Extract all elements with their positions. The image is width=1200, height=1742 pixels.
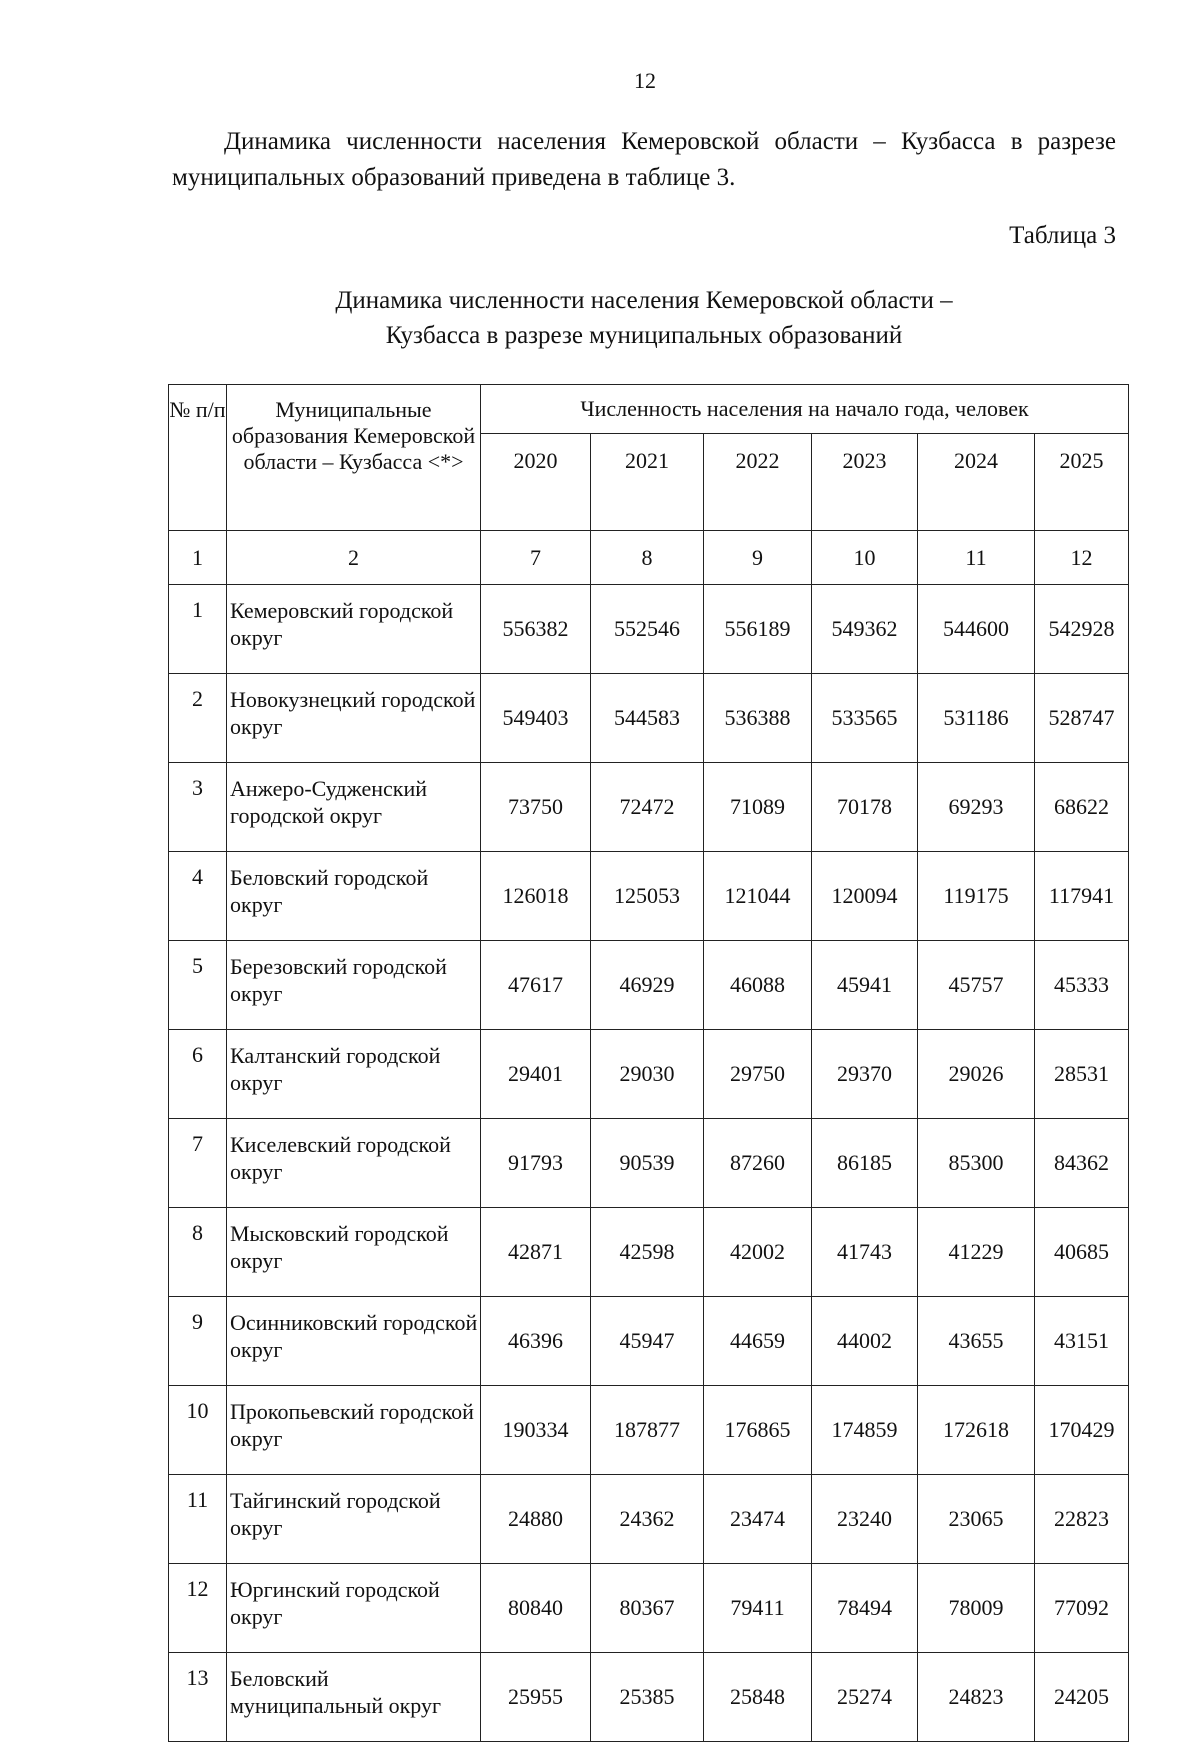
intro-paragraph: Динамика численности населения Кемеровской области – Кузбасса в разрезе муниципальных образований приведена в таблице 3.	[172, 128, 1116, 191]
population-value: 90539	[591, 1119, 704, 1208]
population-value: 552546	[591, 585, 704, 674]
population-value: 71089	[704, 763, 812, 852]
table-title-line-1: Динамика численности населения Кемеровской области –	[335, 287, 953, 314]
table-row	[169, 1030, 1129, 1119]
municipality-name: Калтанский городской округ	[227, 1030, 481, 1119]
population-value: 80367	[591, 1564, 704, 1653]
municipality-name: Кемеровский городской округ	[227, 585, 481, 674]
page-number: 12	[634, 68, 656, 93]
population-value: 77092	[1035, 1564, 1129, 1653]
header-year: 2020	[481, 434, 591, 531]
population-value: 126018	[481, 852, 591, 941]
municipality-name: Мысковский городской округ	[227, 1208, 481, 1297]
header-municipality: Муниципальные образования Кемеровской области – Кузбасса <*>	[227, 385, 481, 531]
population-value: 22823	[1035, 1475, 1129, 1564]
population-value: 174859	[812, 1386, 918, 1475]
population-value: 125053	[591, 852, 704, 941]
population-value: 79411	[704, 1564, 812, 1653]
population-value: 69293	[918, 763, 1035, 852]
population-value: 25955	[481, 1653, 591, 1742]
header-year: 2025	[1035, 434, 1129, 531]
population-value: 46088	[704, 941, 812, 1030]
population-value: 544600	[918, 585, 1035, 674]
row-number: 10	[169, 1386, 227, 1475]
municipality-name: Киселевский городской округ	[227, 1119, 481, 1208]
row-number: 2	[169, 674, 227, 763]
municipality-name: Юргинский городской округ	[227, 1564, 481, 1653]
row-number: 1	[169, 585, 227, 674]
table-row	[169, 585, 1129, 674]
population-value: 24823	[918, 1653, 1035, 1742]
header-year: 2022	[704, 434, 812, 531]
population-value: 170429	[1035, 1386, 1129, 1475]
population-value: 78009	[918, 1564, 1035, 1653]
municipality-name: Прокопьевский городской округ	[227, 1386, 481, 1475]
row-number: 5	[169, 941, 227, 1030]
population-value: 544583	[591, 674, 704, 763]
column-index: 10	[812, 531, 918, 585]
population-value: 42871	[481, 1208, 591, 1297]
population-value: 73750	[481, 763, 591, 852]
population-value: 556382	[481, 585, 591, 674]
header-year: 2024	[918, 434, 1035, 531]
row-number: 8	[169, 1208, 227, 1297]
population-value: 24205	[1035, 1653, 1129, 1742]
population-value: 70178	[812, 763, 918, 852]
table-row	[169, 1386, 1129, 1475]
municipality-name: Беловский городской округ	[227, 852, 481, 941]
population-value: 80840	[481, 1564, 591, 1653]
population-value: 172618	[918, 1386, 1035, 1475]
population-value: 45941	[812, 941, 918, 1030]
table-row	[169, 1297, 1129, 1386]
population-value: 176865	[704, 1386, 812, 1475]
population-value: 68622	[1035, 763, 1129, 852]
population-value: 45333	[1035, 941, 1129, 1030]
municipality-name: Осинниковский городской округ	[227, 1297, 481, 1386]
population-value: 29030	[591, 1030, 704, 1119]
header-population-group: Численность населения на начало года, человек	[481, 385, 1129, 434]
population-value: 187877	[591, 1386, 704, 1475]
population-value: 91793	[481, 1119, 591, 1208]
population-value: 23065	[918, 1475, 1035, 1564]
population-value: 120094	[812, 852, 918, 941]
municipality-name: Новокузнецкий городской округ	[227, 674, 481, 763]
column-index: 8	[591, 531, 704, 585]
municipality-name: Березовский городской округ	[227, 941, 481, 1030]
table-title	[172, 283, 1116, 353]
row-number: 4	[169, 852, 227, 941]
header-year: 2021	[591, 434, 704, 531]
table-row	[169, 1564, 1129, 1653]
population-value: 85300	[918, 1119, 1035, 1208]
row-number: 13	[169, 1653, 227, 1742]
population-value: 190334	[481, 1386, 591, 1475]
population-value: 84362	[1035, 1119, 1129, 1208]
population-value: 117941	[1035, 852, 1129, 941]
column-index: 12	[1035, 531, 1129, 585]
table-body	[169, 531, 1129, 1742]
table-title-line-2: Кузбасса в разрезе муниципальных образований	[385, 322, 903, 349]
header-number: № п/п	[169, 385, 227, 531]
population-value: 41229	[918, 1208, 1035, 1297]
column-index-row	[169, 531, 1129, 585]
row-number: 9	[169, 1297, 227, 1386]
population-value: 42598	[591, 1208, 704, 1297]
population-value: 44659	[704, 1297, 812, 1386]
column-index: 1	[169, 531, 227, 585]
population-value: 78494	[812, 1564, 918, 1653]
population-value: 536388	[704, 674, 812, 763]
population-value: 72472	[591, 763, 704, 852]
column-index: 11	[918, 531, 1035, 585]
population-value: 24880	[481, 1475, 591, 1564]
column-index: 2	[227, 531, 481, 585]
municipality-name: Анжеро-Судженский городской округ	[227, 763, 481, 852]
population-value: 23240	[812, 1475, 918, 1564]
population-value: 23474	[704, 1475, 812, 1564]
population-value: 25274	[812, 1653, 918, 1742]
table-header	[169, 385, 1129, 531]
population-value: 29750	[704, 1030, 812, 1119]
population-value: 119175	[918, 852, 1035, 941]
population-value: 29026	[918, 1030, 1035, 1119]
column-index: 9	[704, 531, 812, 585]
population-value: 549403	[481, 674, 591, 763]
population-value: 47617	[481, 941, 591, 1030]
population-value: 42002	[704, 1208, 812, 1297]
row-number: 12	[169, 1564, 227, 1653]
population-value: 24362	[591, 1475, 704, 1564]
population-value: 549362	[812, 585, 918, 674]
population-table	[168, 384, 1129, 1742]
population-value: 556189	[704, 585, 812, 674]
table-row	[169, 1653, 1129, 1742]
table-row	[169, 1119, 1129, 1208]
population-value: 46929	[591, 941, 704, 1030]
population-value: 29370	[812, 1030, 918, 1119]
population-value: 43151	[1035, 1297, 1129, 1386]
population-value: 44002	[812, 1297, 918, 1386]
header-year: 2023	[812, 434, 918, 531]
row-number: 6	[169, 1030, 227, 1119]
row-number: 7	[169, 1119, 227, 1208]
population-value: 87260	[704, 1119, 812, 1208]
population-value: 46396	[481, 1297, 591, 1386]
population-value: 528747	[1035, 674, 1129, 763]
population-value: 41743	[812, 1208, 918, 1297]
row-number: 11	[169, 1475, 227, 1564]
population-value: 121044	[704, 852, 812, 941]
population-value: 29401	[481, 1030, 591, 1119]
population-value: 40685	[1035, 1208, 1129, 1297]
population-value: 28531	[1035, 1030, 1129, 1119]
population-value: 45947	[591, 1297, 704, 1386]
column-index: 7	[481, 531, 591, 585]
table-label: Таблица 3	[1009, 222, 1116, 249]
population-value: 45757	[918, 941, 1035, 1030]
table-row	[169, 1475, 1129, 1564]
table-row	[169, 852, 1129, 941]
table-row	[169, 763, 1129, 852]
table-row	[169, 1208, 1129, 1297]
table-row	[169, 674, 1129, 763]
table-row	[169, 941, 1129, 1030]
population-value: 531186	[918, 674, 1035, 763]
population-value: 25385	[591, 1653, 704, 1742]
row-number: 3	[169, 763, 227, 852]
population-value: 43655	[918, 1297, 1035, 1386]
population-value: 533565	[812, 674, 918, 763]
population-value: 25848	[704, 1653, 812, 1742]
municipality-name: Беловский муниципальный округ	[227, 1653, 481, 1742]
municipality-name: Тайгинский городской округ	[227, 1475, 481, 1564]
population-value: 542928	[1035, 585, 1129, 674]
population-value: 86185	[812, 1119, 918, 1208]
